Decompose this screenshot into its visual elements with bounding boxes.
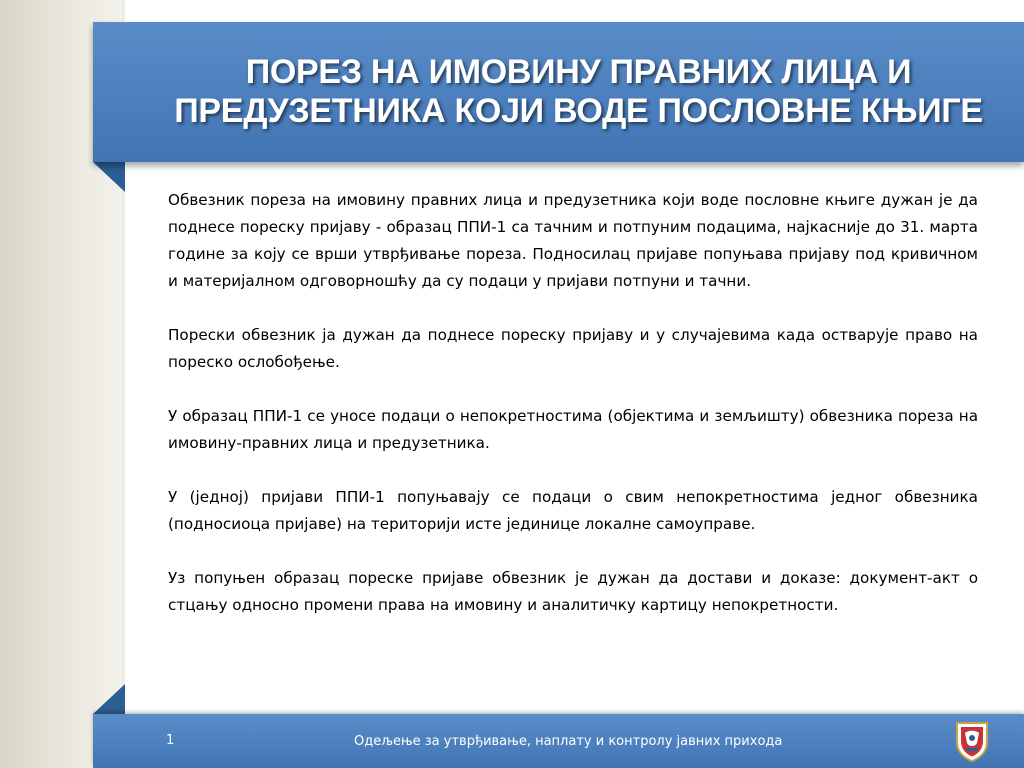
coat-of-arms-icon [954, 720, 990, 762]
paragraph-3: У образац ППИ-1 се уносе подаци о непокретностима (објектима и земљишту) обвезника пореза на имовину-правних лица и предузетника. [168, 407, 978, 452]
paragraph-4: У (једној) пријави ППИ-1 попуњавају се подаци о свим непокретностима једног обвезника (подносиоца пријаве) на територији исте јединице локалне самоуправе. [168, 488, 978, 533]
footer-banner-fold [93, 684, 125, 714]
paragraph-2: Порески обвезник ја дужан да поднесе пореску пријаву и у случајевима када остварује право на пореско ослобођење. [168, 326, 978, 371]
title-banner [93, 22, 1024, 162]
footer-department-text: Одељење за утврђивање, наплату и контролу јавних прихода [354, 734, 783, 749]
slide-body [168, 187, 978, 646]
slide-title: ПОРЕЗ НА ИМОВИНУ ПРАВНИХ ЛИЦА И ПРЕДУЗЕТНИКА КОЈИ ВОДЕ ПОСЛОВНЕ КЊИГЕ [174, 53, 983, 130]
paragraph-5: Уз попуњен образац пореске пријаве обвезник је дужан да достави и доказе: документ-акт о стцању односно промени права на имовину и аналитичку картицу непокретности. [168, 569, 978, 614]
title-banner-fold [93, 162, 125, 192]
page-number: 1 [166, 733, 175, 748]
paragraph-1: Обвезник пореза на имовину правних лица и предузетника који воде пословне књиге дужан је да поднесе пореску пријаву - образац ППИ-1 са тачним и потпуним подацима, најкасније до 31. марта године за коју се врши утврђивање пореза. Подносилац пријаве попуњава пријаву под кривичном и материјалном одговорношћу да су подаци у пријави потпуни и тачни. [168, 191, 978, 290]
